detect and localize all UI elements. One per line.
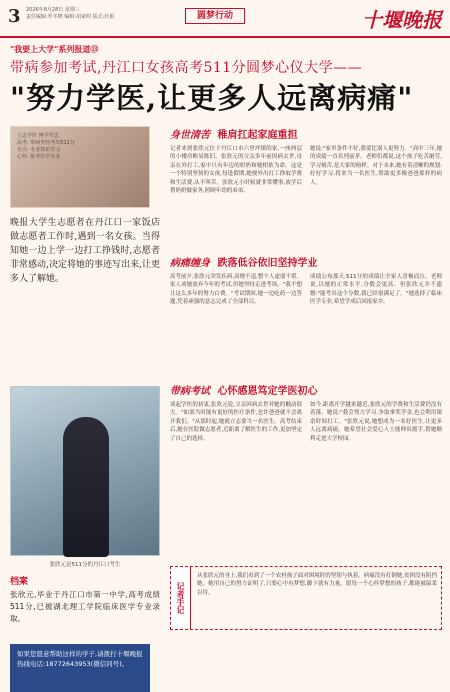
section-title: 心怀感恩笃定学医初心: [217, 386, 318, 397]
masthead: [0, 0, 450, 38]
section-kicker: 带病考试: [170, 386, 210, 397]
page-number: 3: [8, 6, 21, 27]
section-title: 稚肩扛起家庭重担: [217, 130, 298, 141]
handwritten-note-photo: [10, 126, 150, 208]
reporter-note-text: 从张欣元的身上,我们看到了一个农村孩子面对困境时的坚韧与执着。病痛没有打倒她,贫困没有阻挡她。她用自己的努力证明了,只要心中有梦想,脚下就有力量。愿每一个心怀梦想的孩子,都能被温柔以待。: [197, 573, 437, 596]
archive-text: 张欣元,毕业于丹江口市第一中学,高考成绩511分,已被湖北理工学院临床医学专业录取。: [10, 590, 160, 623]
section-1: [170, 126, 442, 252]
archive-label: 档案: [10, 577, 29, 587]
reporter-note-tag: 记者手记: [171, 567, 191, 629]
person-figure: [63, 417, 109, 557]
section-text-col1: 高考前夕,张欣元突发疾病,高烧不退,整个人虚弱不堪。家人劝她放弃今年的考试,但她坚持走进考场。"我不想让这么多年的努力白费。"考试期间,她一边吃药一边答题,凭着顽强的意志完成了全部科目。: [170, 274, 302, 306]
photo-note-text: 立志学医 博学笃志 高考: 带病坚持考出511分 专注: 专业知识学习 心怀: 报考医学专业: [17, 133, 75, 160]
article-subtitle: 带病参加考试,丹江口女孩高考511分圆梦心仪大学——: [10, 60, 363, 76]
section-heading: [170, 382, 442, 397]
section-heading: [170, 126, 442, 141]
section-tag: 圆梦行动: [185, 8, 245, 24]
hotline-info-box: 如果您愿意帮助这样的学子,请拨打十堰晚报热线电话:18772643953(微信同号)。: [10, 644, 150, 692]
article-headline: "努力学医,让更多人远离病痛": [10, 81, 414, 115]
section-kicker: 身世清苦: [170, 130, 210, 141]
section-text-col1: 谈起学医的初衷,张欣元说,父亲因病去世对她的触动很大。"如果当时能有更好的医疗条件,也许爸爸就不会离开我们。"从那时起,她就立志要当一名医生。高考结束后,她在医院做志愿者,近距离了解医生的工作,更加坚定了自己的选择。: [170, 402, 302, 442]
section-text-col1: 记者来到张欣元位于丹江口市六里坪镇的家,一座两层的小楼房略显陈旧。张欣元的父亲多年前因病去世,母亲在外打工,家中只有年迈的奶奶和她相依为命。这是一个特别坚韧的女孩,每逢假期,她便外出打工挣取学费和生活费,从不叫苦。张欣元小时候就非常懂事,放学后帮奶奶做家务,照顾年幼的弟弟。: [170, 146, 302, 195]
section-3: [170, 382, 442, 546]
intro-paragraph: 晚报大学生志愿者在丹江口一家饭店做志愿者工作时,遇到一名女孩。当得知她一边上学一边打工挣钱时,志愿者非常感动,决定将她的事迹写出来,让更多人了解她。: [10, 218, 160, 284]
reporter-note-box: [170, 566, 442, 630]
masthead-meta: 2026年8月28日 星期三 责任编辑:罗冬晓 编辑:胡家明 版式:杜娟: [26, 7, 115, 20]
section-text-col2: 如今,距离开学越来越近,张欣元的学费和生活费仍没有着落。她说:"我会努力学习,争取拿奖学金,也会利用课余时间打工。"张欣元说,她想成为一名好医生,让更多人远离病痛。她希望社会爱心人士能伸出援手,帮她顺利走进大学校园。: [310, 402, 442, 442]
photo-caption: 张欣元是511分的丹江口考生: [49, 562, 121, 568]
left-column: [10, 126, 160, 668]
section-title: 跌落低谷依旧坚持学业: [217, 258, 318, 269]
series-label: "我要上大学"系列报道⑬: [10, 45, 99, 54]
portrait-photo: [10, 386, 160, 556]
section-text-col2: 她说:"家里条件不好,我要比别人更努力。"高中三年,她的成绩一直名列前茅。老师们都说,这个孩子吃苦耐劳,学习刻苦,是大家的榜样。对于未来,她有着清晰的规划:好好学习,将来当一名医生,帮助更多像爸爸那样的病人。: [310, 146, 442, 186]
section-heading: [170, 254, 442, 269]
section-text-col2: 成绩公布那天,511分的成绩让全家人喜极而泣。老师说,以她的正常水平,分数会更高。但张欣元并不遗憾:"能考出这个分数,我已经很满足了。"她选择了临床医学专业,希望学成后回报家乡。: [310, 274, 442, 306]
section-2: [170, 254, 442, 380]
newspaper-logo: 十堰晚报: [362, 8, 442, 32]
section-kicker: 病痛缠身: [170, 258, 210, 269]
